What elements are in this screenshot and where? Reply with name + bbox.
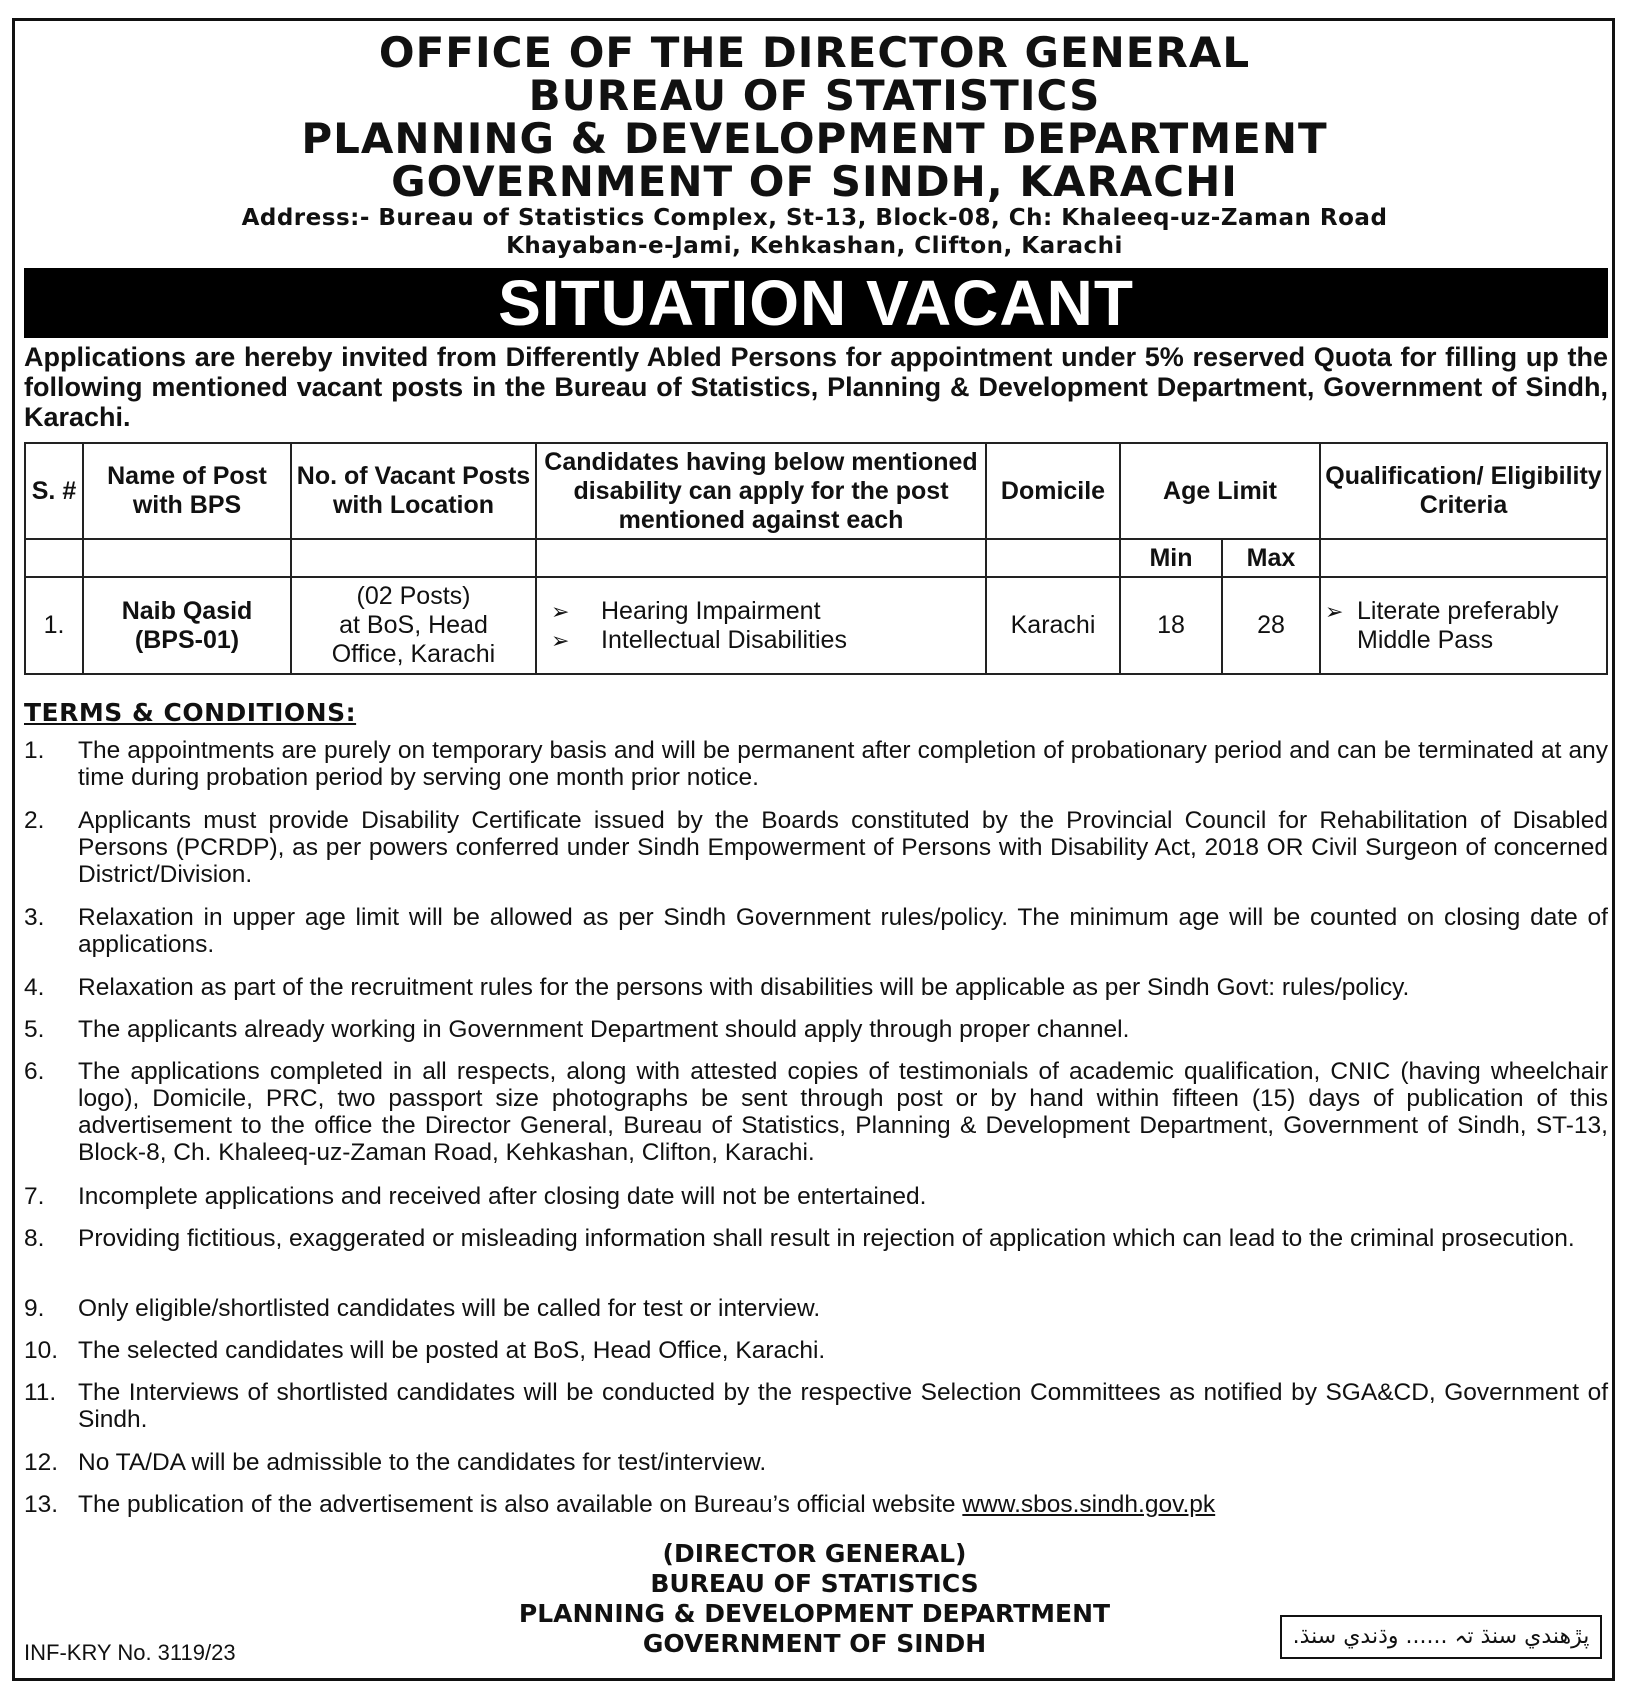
term-item: 8. Providing fictitious, exaggerated or misleading information shall result in rejection of application which can lead to the criminal prosecution. — [24, 1225, 1575, 1252]
term-item: 9. Only eligible/shortlisted candidates will be called for test or interview. — [24, 1295, 821, 1322]
header-post: Name of Post with BPS — [83, 443, 291, 539]
terms-heading: TERMS & CONDITIONS: — [24, 698, 357, 727]
term-item: 2. Applicants must provide Disability Certificate issued by the Boards constituted by the Provincial Council for Rehabilitation of Disabled Persons (PCRDP), as per powers conferred under Sindh Empowerment of Persons with Disability Act, 2018 OR Civil Surgeon of concerned District/Division. — [24, 807, 1608, 888]
term-item: 5. The applicants already working in Government Department should apply through proper channel. — [24, 1016, 1130, 1043]
signature-government: GOVERNMENT OF SINDH — [642, 1629, 987, 1658]
header-age-min: Min — [1120, 539, 1222, 577]
row-sno: 1. — [25, 577, 83, 674]
header-bureau-title: BUREAU OF STATISTICS — [528, 71, 1101, 120]
arrow-bullet-icon: ➢ — [551, 598, 570, 624]
term-item: 10. The selected candidates will be posted at BoS, Head Office, Karachi. — [24, 1337, 826, 1364]
row-disabilities: ➢ Hearing Impairment ➢ Intellectual Disabilities — [536, 577, 986, 674]
signature-bureau: BUREAU OF STATISTICS — [650, 1569, 979, 1598]
header-government-title: GOVERNMENT OF SINDH, KARACHI — [391, 157, 1238, 206]
reference-number: INF-KRY No. 3119/23 — [24, 1640, 236, 1665]
signature-department: PLANNING & DEVELOPMENT DEPARTMENT — [518, 1599, 1111, 1628]
row-domicile: Karachi — [986, 577, 1120, 674]
header-sno: S. # — [25, 443, 83, 539]
row-age-min: 18 — [1120, 577, 1222, 674]
term-item: 4. Relaxation as part of the recruitment rules for the persons with disabilities will be applicable as per Sindh Govt: rules/policy. — [24, 974, 1410, 1001]
header-vacant: No. of Vacant Posts with Location — [291, 443, 536, 539]
header-qualification: Qualification/ Eligibility Criteria — [1320, 443, 1607, 539]
row-post: Naib Qasid (BPS-01) — [83, 577, 291, 674]
header-age-max: Max — [1222, 539, 1320, 577]
row-vacant: (02 Posts) at BoS, Head Office, Karachi — [291, 577, 536, 674]
term-item: 11. The Interviews of shortlisted candidates will be conducted by the respective Selection Committees as notified by SGA&CD, Government of Sindh. — [24, 1379, 1608, 1433]
term-item: 12. No TA/DA will be admissible to the candidates for test/interview. — [24, 1449, 767, 1476]
table-row — [25, 577, 1607, 674]
term-item: 1. The appointments are purely on temporary basis and will be permanent after completion of probationary period and can be terminated at any time during probation period by serving one month prior notice. — [24, 737, 1608, 791]
sindhi-slogan-box: پڙهندي سنڌ تہ ...... وڌندي سنڌ. — [1280, 1615, 1602, 1659]
situation-vacant-banner: SITUATION VACANT — [24, 268, 1608, 338]
header-address-line-2: Khayaban-e-Jami, Kehkashan, Clifton, Karachi — [506, 233, 1123, 259]
header-address-line-1: Address:- Bureau of Statistics Complex, St-13, Block-08, Ch: Khaleeq-uz-Zaman Road — [241, 205, 1388, 231]
header-department-title: PLANNING & DEVELOPMENT DEPARTMENT — [301, 114, 1328, 163]
header-domicile: Domicile — [986, 443, 1120, 539]
vacancy-table — [24, 442, 1608, 675]
term-item: 7. Incomplete applications and received after closing date will not be entertained. — [24, 1183, 927, 1210]
website-link[interactable]: www.sbos.sindh.gov.pk — [962, 1491, 1216, 1518]
term-item: 13. The publication of the advertisement is also available on Bureau’s official website www.sbos.sindh.gov.pk — [24, 1491, 1216, 1518]
header-office-title: OFFICE OF THE DIRECTOR GENERAL — [378, 28, 1251, 77]
header-disability: Candidates having below mentioned disability can apply for the post mentioned against each — [536, 443, 986, 539]
term-item: 3. Relaxation in upper age limit will be allowed as per Sindh Government rules/policy. The minimum age will be counted on closing date of applications. — [24, 904, 1608, 958]
arrow-bullet-icon: ➢ — [551, 627, 570, 653]
arrow-bullet-icon: ➢ — [1325, 598, 1344, 624]
header-age-limit: Age Limit — [1120, 443, 1320, 539]
signature-title: (DIRECTOR GENERAL) — [662, 1539, 967, 1568]
row-qualification: ➢ Literate preferably Middle Pass — [1320, 577, 1607, 674]
term-item: 6. The applications completed in all respects, along with attested copies of testimonials of academic qualification, CNIC (having wheelchair logo), Domicile, PRC, two passport size photographs be sent through post or by hand within fifteen (15) days of publication of this advertisement to the office the Director General, Bureau of Statistics, Planning & Development Department, Government of Sindh, ST-13, Block-8, Ch. Khaleeq-uz-Zaman Road, Kehkashan, Clifton, Karachi. — [24, 1058, 1608, 1166]
intro-paragraph: Applications are hereby invited from Differently Abled Persons for appointment under 5% reserved Quota for filling up the following mentioned vacant posts in the Bureau of Statistics, Planning & Development Department, Government of Sindh, Karachi. — [24, 342, 1608, 432]
row-age-max: 28 — [1222, 577, 1320, 674]
